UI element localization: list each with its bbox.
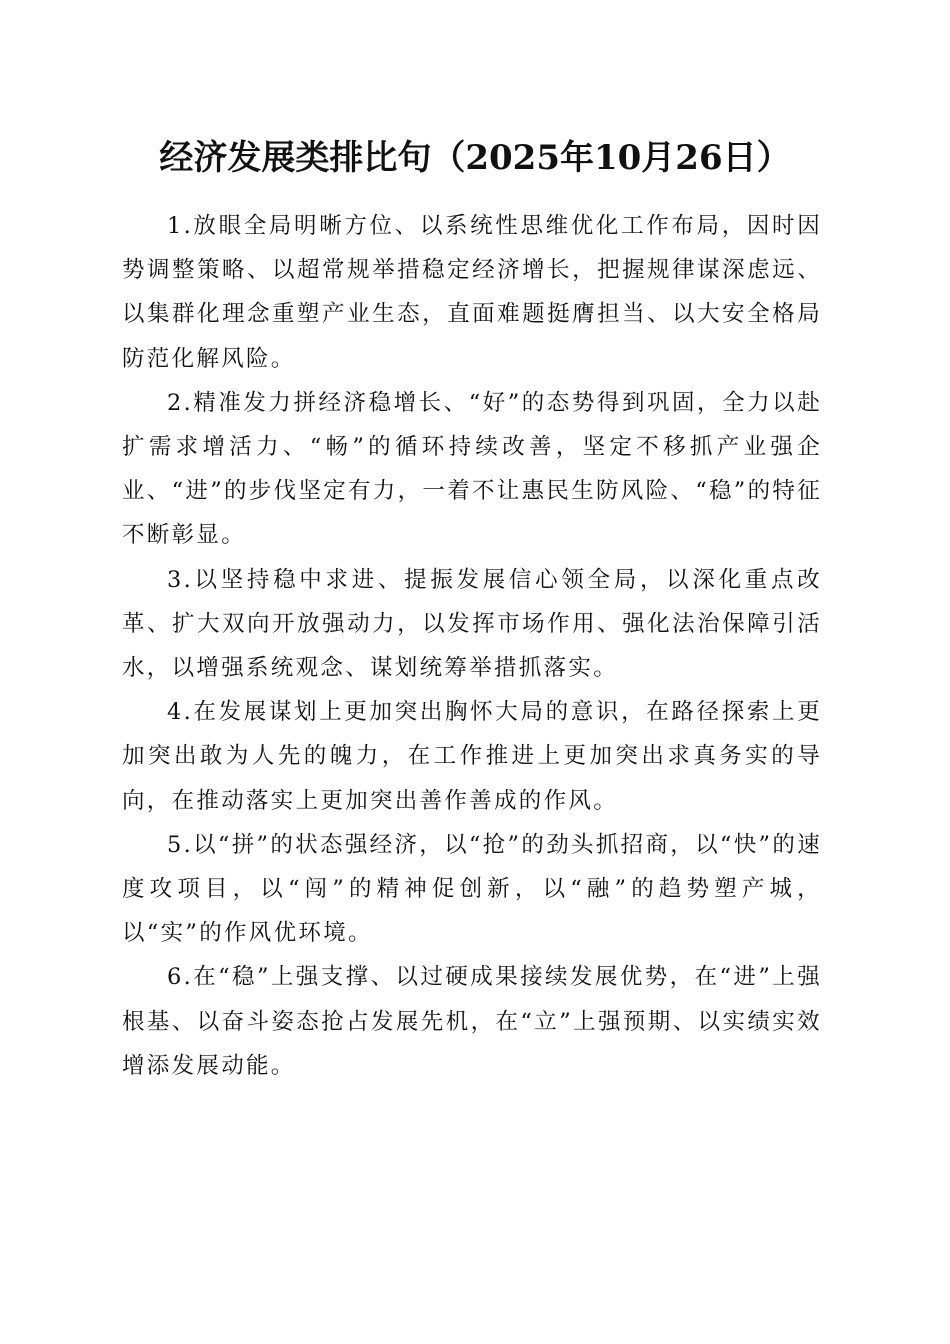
paragraph-1: 1.放眼全局明晰方位、以系统性思维优化工作布局，因时因势调整策略、以超常规举措稳定经济增长，把握规律谋深虑远、以集群化理念重塑产业生态，直面难题挺膺担当、以大安全格局防范化解风险。 — [122, 213, 822, 372]
paragraph-5: 5.以“拼”的状态强经济，以“抢”的劲头抓招商，以“快”的速度攻项目，以“闯”的精神促创新，以“融”的趋势塑产城，以“实”的作风优环境。 — [122, 831, 822, 947]
paragraph-2: 2.精准发力拼经济稳增长、“好”的态势得到巩固，全力以赴扩需求增活力、“畅”的循环持续改善，坚定不移抓产业强企业、“进”的步伐坚定有力，一着不让惠民生防风险、“稳”的特征不断彰显。 — [122, 389, 823, 549]
document-title: 经济发展类排比句（2025年10月26日） — [159, 138, 791, 178]
document-body — [122, 204, 822, 1088]
paragraph-3: 3.以坚持稳中求进、提振发展信心领全局，以深化重点改革、扩大双向开放强动力，以发挥市场作用、强化法治保障引活水，以增强系统观念、谋划统筹举措抓落实。 — [122, 566, 822, 682]
paragraph-4: 4.在发展谋划上更加突出胸怀大局的意识，在路径探索上更加突出敢为人先的魄力，在工作推进上更加突出求真务实的导向，在推动落实上更加突出善作善成的作风。 — [122, 699, 822, 814]
paragraph-6: 6.在“稳”上强支撑、以过硬成果接续发展优势，在“进”上强根基、以奋斗姿态抢占发展先机，在“立”上强预期、以实绩实效增添发展动能。 — [122, 964, 822, 1079]
